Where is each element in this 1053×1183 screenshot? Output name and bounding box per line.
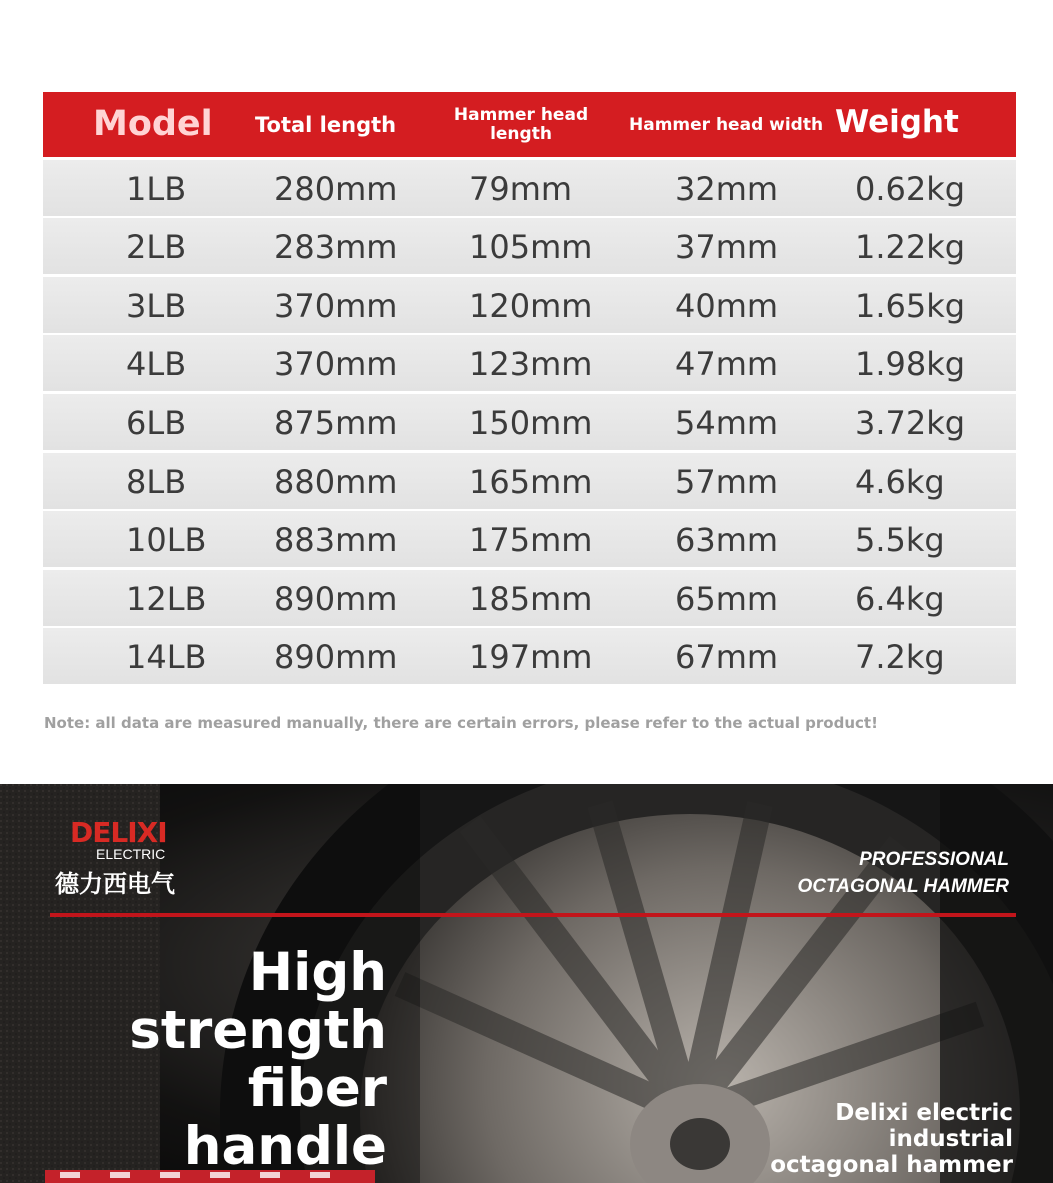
table-cell: 105mm bbox=[469, 228, 593, 267]
table-cell: 4.6kg bbox=[855, 462, 945, 501]
table-cell: 65mm bbox=[675, 579, 779, 618]
table-cell: 12LB bbox=[126, 579, 207, 618]
sub-headline-line-2: industrial bbox=[888, 1126, 1013, 1152]
brand-logo-sub: ELECTRIC bbox=[96, 846, 166, 862]
table-cell: 875mm bbox=[274, 403, 398, 442]
divider-rule bbox=[50, 913, 1016, 917]
table-cell: 54mm bbox=[675, 403, 779, 442]
table-cell: 123mm bbox=[469, 345, 593, 384]
table-cell: 3.72kg bbox=[855, 403, 966, 442]
table-cell: 1.98kg bbox=[855, 345, 966, 384]
table-cell: 1.65kg bbox=[855, 286, 966, 325]
headline-line-2: strength bbox=[129, 1000, 387, 1061]
table-cell: 57mm bbox=[675, 462, 779, 501]
header-total-length: Total length bbox=[255, 113, 397, 137]
table-row bbox=[43, 628, 1016, 684]
table-row bbox=[43, 218, 1016, 274]
table-row bbox=[43, 570, 1016, 626]
table-cell: 3LB bbox=[126, 286, 187, 325]
tagline-line-2: OCTAGONAL HAMMER bbox=[797, 876, 1009, 897]
headline-line-1: High bbox=[248, 942, 387, 1003]
table-row bbox=[43, 453, 1016, 509]
table-cell: 6LB bbox=[126, 403, 187, 442]
headline-line-4: handle bbox=[183, 1116, 387, 1177]
table-cell: 120mm bbox=[469, 286, 593, 325]
table-row bbox=[43, 160, 1016, 216]
table-header bbox=[43, 92, 1016, 157]
table-cell: 32mm bbox=[675, 169, 779, 208]
table-cell: 890mm bbox=[274, 638, 398, 677]
table-cell: 370mm bbox=[274, 345, 398, 384]
headline bbox=[129, 944, 387, 1176]
table-cell: 175mm bbox=[469, 521, 593, 560]
table-cell: 37mm bbox=[675, 228, 779, 267]
table-cell: 2LB bbox=[126, 228, 187, 267]
tagline-line-1: PROFESSIONAL bbox=[859, 849, 1009, 870]
table-cell: 890mm bbox=[274, 579, 398, 618]
table-cell: 7.2kg bbox=[855, 638, 945, 677]
table-cell: 283mm bbox=[274, 228, 398, 267]
table-cell: 40mm bbox=[675, 286, 779, 325]
table-cell: 150mm bbox=[469, 403, 593, 442]
sub-headline-line-3: octagonal hammer bbox=[770, 1152, 1013, 1178]
table-body bbox=[43, 160, 1016, 685]
measurement-note: Note: all data are measured manually, there are certain errors, please refer to the actual product! bbox=[44, 714, 878, 732]
table-cell: 197mm bbox=[469, 638, 593, 677]
table-cell: 883mm bbox=[274, 521, 398, 560]
header-weight: Weight bbox=[835, 104, 959, 140]
table-cell: 67mm bbox=[675, 638, 779, 677]
table-cell: 1.22kg bbox=[855, 228, 966, 267]
brand-logo: DELIXI bbox=[70, 816, 167, 849]
spec-table bbox=[43, 92, 1016, 684]
header-hammer-head-length: Hammer head length bbox=[453, 105, 589, 144]
table-cell: 63mm bbox=[675, 521, 779, 560]
table-cell: 5.5kg bbox=[855, 521, 945, 560]
table-cell: 370mm bbox=[274, 286, 398, 325]
table-cell: 14LB bbox=[126, 638, 207, 677]
table-cell: 280mm bbox=[274, 169, 398, 208]
table-cell: 4LB bbox=[126, 345, 187, 384]
header-model: Model bbox=[93, 104, 213, 144]
table-cell: 6.4kg bbox=[855, 579, 945, 618]
table-cell: 880mm bbox=[274, 462, 398, 501]
sub-headline bbox=[770, 1100, 1013, 1178]
table-row bbox=[43, 394, 1016, 450]
table-row bbox=[43, 335, 1016, 391]
table-cell: 79mm bbox=[469, 169, 573, 208]
table-cell: 165mm bbox=[469, 462, 593, 501]
brand-logo-chinese: 德力西电气 bbox=[55, 870, 175, 898]
table-row bbox=[43, 277, 1016, 333]
table-row bbox=[43, 511, 1016, 567]
table-cell: 185mm bbox=[469, 579, 593, 618]
sub-headline-line-1: Delixi electric bbox=[835, 1100, 1013, 1126]
header-hammer-head-width: Hammer head width bbox=[629, 115, 824, 135]
table-cell: 1LB bbox=[126, 169, 187, 208]
table-cell: 47mm bbox=[675, 345, 779, 384]
headline-line-3: fiber bbox=[247, 1058, 387, 1119]
table-cell: 10LB bbox=[126, 521, 207, 560]
table-cell: 0.62kg bbox=[855, 169, 966, 208]
product-banner bbox=[0, 784, 1053, 1183]
table-cell: 8LB bbox=[126, 462, 187, 501]
